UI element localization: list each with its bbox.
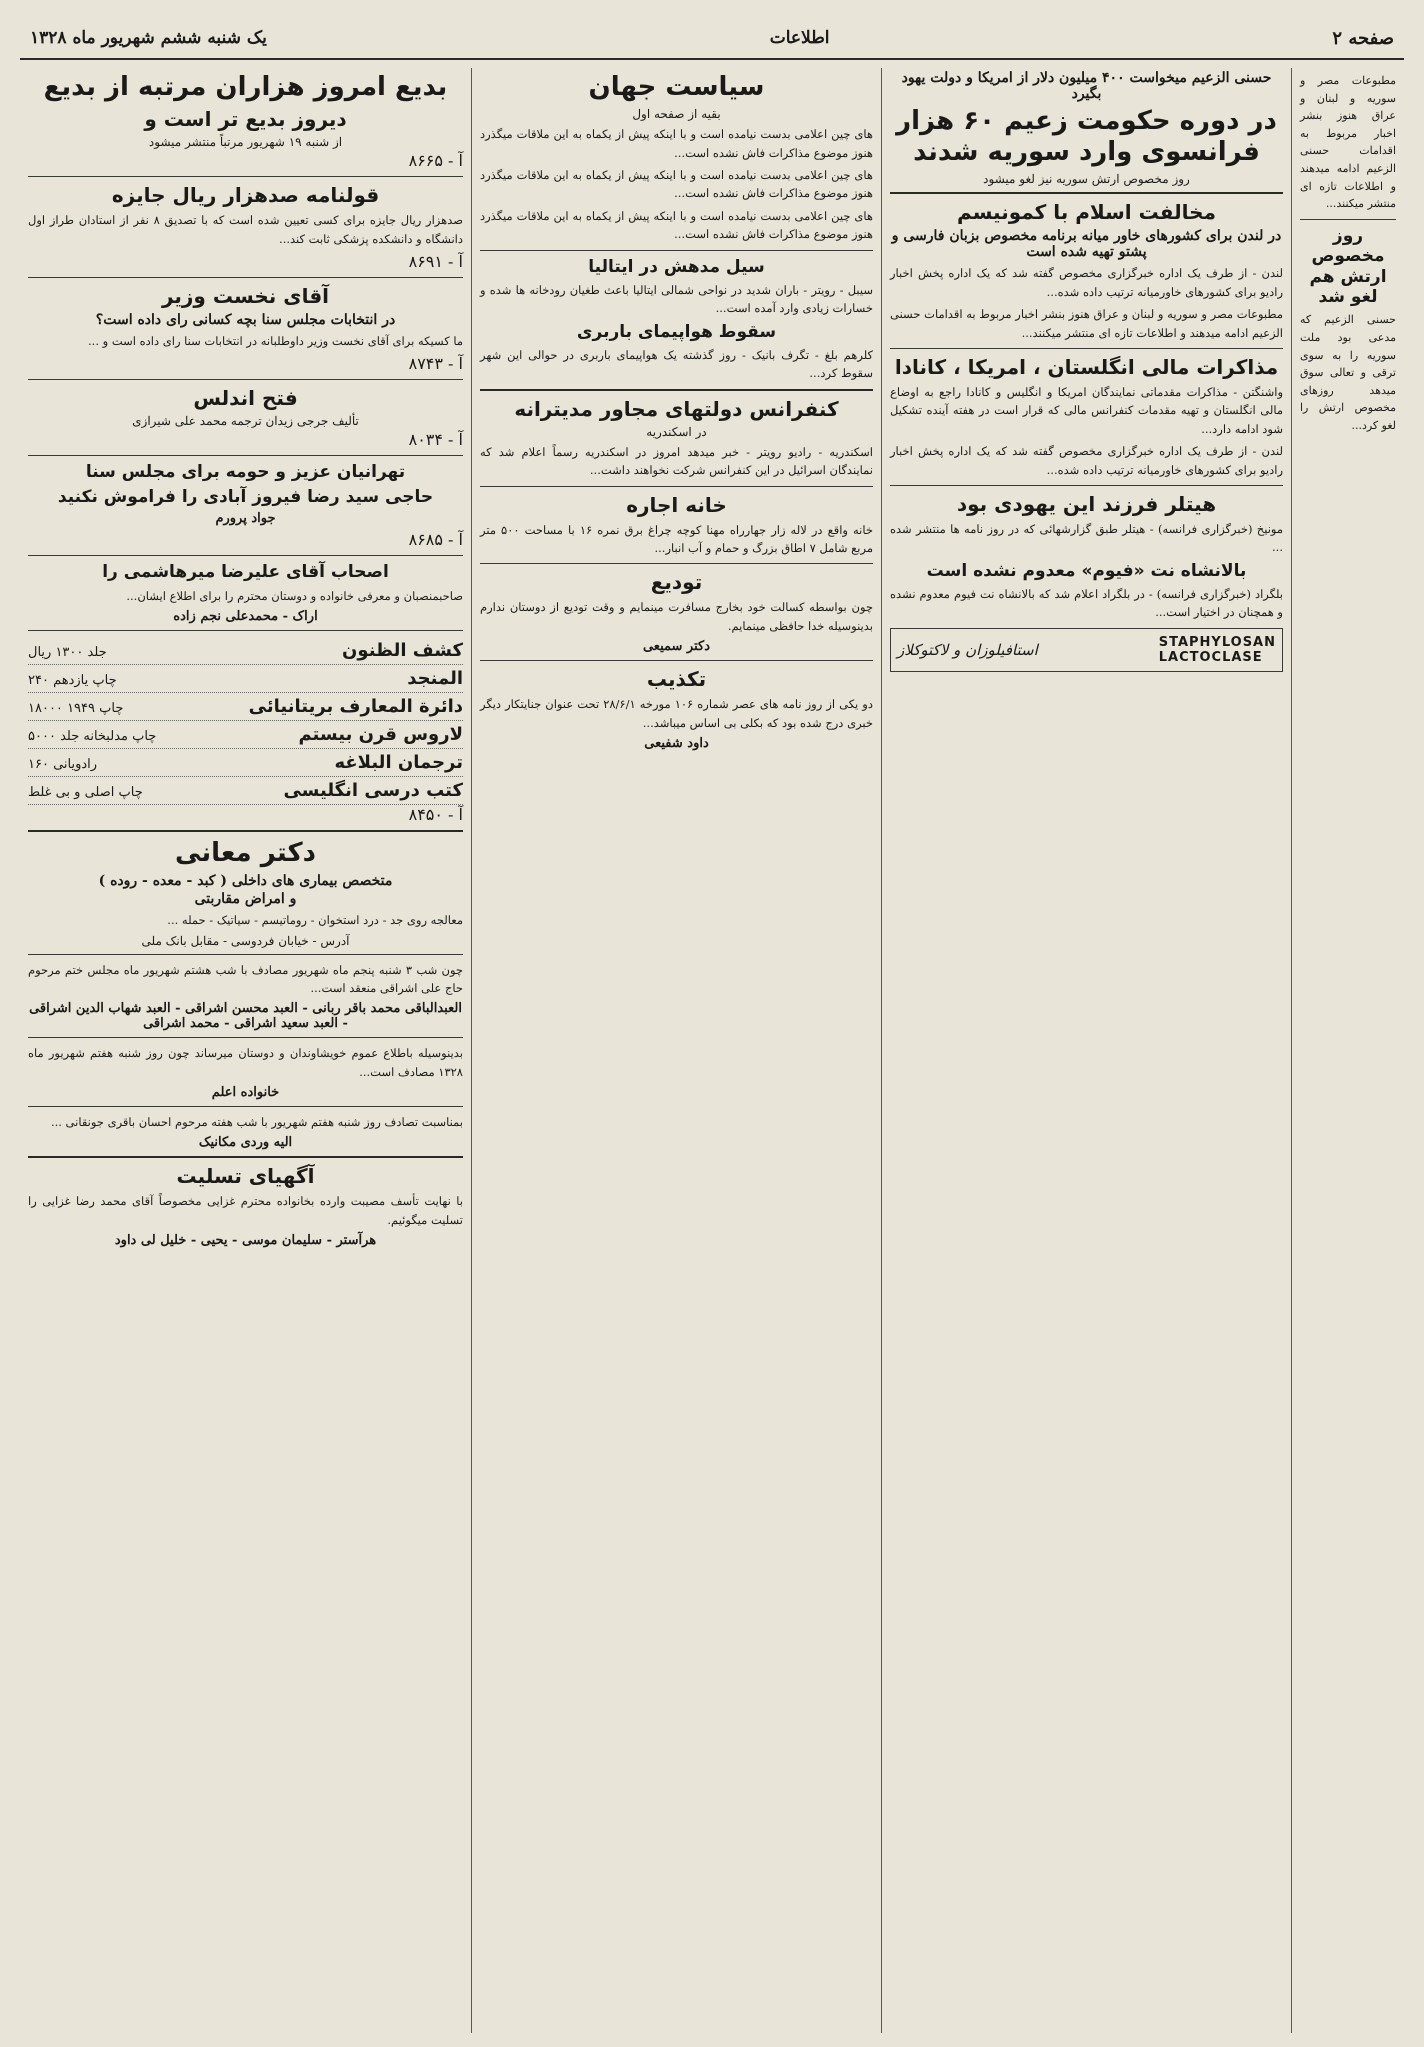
doctor-sub: متخصص بیماری های داخلی ( کبد - معده - روده ) [98,873,393,890]
prize-headline: قولنامه صدهزار ریال جایزه [111,183,380,208]
condolence-signatures: هرآستر - سلیمان موسی - یحیی - خلیل لی داود [114,1233,377,1249]
story-islam-headline: مخالفت اسلام با کمونیسم [957,200,1216,225]
divider [28,830,463,832]
notice-1-body: چون شب ۳ شنبه پنجم ماه شهریور مصادف با شب هشتم شهریور ماه مجلس ختم مرحوم حاج علی اشراقی منعقد است... [28,962,463,995]
divider [1300,219,1396,220]
page-number: صفحه ۲ [1332,27,1394,49]
top-kicker: حسنی الزعیم میخواست ۴۰۰ میلیون دلار از امریکا و دولت یهود بگیرد [901,70,1272,102]
column-narrow [1292,68,1404,2033]
divider [890,348,1283,349]
rent-body: خانه واقع در لاله زار جهارراه مهنا کوچه چراغ برق نمره ۱۶ با مساحت ۵۰۰ متر مربع شامل ۷ اطاق بزرگ و حمام و آب انبار... [480,522,874,556]
story-finance-body-cont: لندن - از طرف یک اداره خبرگزاری مخصوص گفته شد که یک اداره پخش اخبار رادیو برای کشورهای خاورمیانه ترتیب داده شده... [890,444,1283,477]
story-finance-headline: مذاکرات مالی انگلستان ، امریکا ، کانادا [894,354,1279,379]
conference-headline: کنفرانس دولتهای مجاور مدیترانه [514,396,839,421]
divider [480,250,873,251]
book-meta: چاپ یازدهم ۲۴۰ [28,672,117,688]
notice-2-body: بدینوسیله باطلاع عموم خویشاوندان و دوستان میرساند چون روز شنبه هفتم شهریور ماه ۱۳۲۸ مصادف است... [28,1046,463,1079]
divider [480,486,873,487]
story-islam-body-cont: مطبوعات مصر و سوریه و لبنان و عراق هنوز بنشر اخبار مربوط به اقدامات حسنی الزعیم ادامه میدهند و اطلاعات تازه ای منتشر میکنند... [890,307,1283,340]
denial-body: دو یکی از روز نامه های عصر شماره ۱۰۶ مورخه ۲۸/۶/۱ تحت عنوان جنایتکار دیگر خبری درج شده بود که بکلی بی اساس میباشد... [480,697,873,730]
tehran-body: حاجی سید رضا فیروز آبادی را فراموش نکنید [57,486,434,507]
divider [480,389,873,391]
divider [28,954,463,955]
pm-body: ما کسیکه برای آقای نخست وزیر داوطلبانه در انتخابات سنا رای داده است و ... [88,333,463,348]
tehran-headline: تهرانیان عزیز و حومه برای مجلس سنا [85,462,406,483]
list-item [28,665,463,693]
doctor-body: معالجه روی جد - درد استخوان - روماتیسم - سیاتیک - حمله ... [167,913,463,928]
conference-body: اسکندریه - رادیو رویتر - خبر میدهد امروز در اسکندریه رسماً اعلام شد که نمایندگان اسرائیل در این کنفرانس شرکت نخواهند داشت... [480,444,873,478]
narrow-body: حسنی الزعیم که مدعی بود ملت سوریه را به سوی ترقی و تعالی سوق میدهد روزهای مخصوص ارتش را لغو کرد... [1300,313,1396,432]
ad-code: آ - ۸۶۹۱ [408,251,463,271]
plane-crash-headline: سقوط هواپیمای باربری [576,321,777,342]
divider [480,563,873,564]
divider [28,1037,463,1038]
ad-code: آ - ۸۶۸۵ [408,530,463,550]
brand-staphylosan: STAPHYLOSAN [1158,634,1276,650]
notice-1-signatures: العبدالباقی محمد باقر ربانی - العبد محسن اشراقی - العبد شهاب الدین اشراقی - العبد سعید اشراقی - محمد اشراقی [29,1001,462,1032]
farewell-signature: دکتر سمیعی [642,639,711,655]
story-hitler-body: مونیخ (خبرگزاری فرانسه) - هیتلر طبق گزارشهائی که در روز نامه ها منتشر شده ... [890,521,1283,555]
tourist-body: صاحبمنصبان و معرفی خانواده و دوستان محترم را برای اطلاع ایشان... [126,588,463,603]
story-islam-body: لندن - از طرف یک اداره خبرگزاری مخصوص گفته شد که یک اداره پخش اخبار رادیو برای کشورهای خاورمیانه ترتیب داده شده... [890,266,1283,299]
tourist-signature: اراک - محمدعلی نجم زاده [173,608,318,624]
divider [890,192,1283,194]
books-list [28,637,463,805]
list-item [28,721,463,749]
doctor-sub-2: و امراض مقاربتی [194,891,297,908]
story-islam-sub: در لندن برای کشورهای خاور میانه برنامه مخصوص بزبان فارسی و پشتو تهیه شده است [891,228,1282,261]
story-fiume-headline: بالانشاه نت «فیوم» معدوم نشده است [926,560,1247,581]
world-politics-body: های چین اعلامی بدست نیامده است و با اینکه پیش از یکماه به این ملاقات میگذرد هنوز موضوع مذاکرات فاش نشده است... [480,127,873,160]
narrow-body-top: مطبوعات مصر و سوریه و لبنان و عراق هنوز بنشر اخبار مربوط به اقدامات حسنی الزعیم ادامه میدهند و اطلاعات تازه ای منتشر میکنند... [1300,74,1396,211]
notice-2-signature: خانواده اعلم [211,1085,280,1101]
world-politics-body-2: های چین اعلامی بدست نیامده است و با اینکه پیش از یکماه به این ملاقات میگذرد هنوز موضوع مذاکرات فاش نشده است... [480,167,873,201]
divider [890,485,1283,486]
ad-code: آ - ۸۰۳۴ [408,430,463,450]
book-meta: چاپ مدلبخانه جلد ۵۰۰۰ [28,728,157,744]
divider [480,660,873,661]
flood-headline: سیل مدهش در ایتالیا [588,256,765,277]
page-header [20,18,1404,60]
column-center [472,68,882,2033]
notice-3-signature: الیه وردی مکانیک [198,1135,293,1151]
ad-staphylosan [890,628,1283,672]
doctor-address: آدرس - خیابان فردوسی - مقابل بانک ملی [141,933,350,948]
divider [28,555,463,556]
book-title: کشف الظنون [342,639,463,661]
book-title: ترجمان البلاغه [334,751,463,773]
pm-sub: در انتخابات مجلس سنا بچه کسانی رای داده است؟ [95,311,396,328]
story-finance-body: واشنگتن - مذاکرات مقدماتی نمایندگان امریکا و انگلیس و کانادا راجع به اوضاع مالی انگلستان و تهیه مقدمات کنفرانس مالی که قرار است در هفته آینده تشکیل شود ادامه دارد... [890,384,1283,436]
badi-banner-2: دیروز بدیع تر است و [144,107,347,132]
divider [28,630,463,631]
columns [20,68,1404,2033]
ad-code: آ - ۸۴۵۰ [408,804,463,824]
divider [28,277,463,278]
divider [28,176,463,177]
book-meta: جلد ۱۳۰۰ ریال [28,644,107,660]
plane-crash-body: کلرهم بلغ - تگرف بانیک - روز گذشته یک هواپیمای باربری در حوالی این شهر سقوط کرد... [480,348,873,381]
world-politics-body-3: های چین اعلامی بدست نیامده است و با اینکه پیش از یکماه به این ملاقات میگذرد هنوز موضوع مذاکرات فاش نشده است... [480,208,873,242]
denial-signature: داود شفیعی [644,736,709,751]
main-subheadline: روز مخصوص ارتش سوریه نیز لغو میشود [983,172,1190,187]
book-headline: فتح اندلس [193,386,298,411]
list-item [28,777,463,805]
brand-lactoclase: LACTOCLASE [1158,649,1263,665]
tourist-headline: اصحاب آقای علیرضا میرهاشمی را [102,562,389,583]
book-sub: تألیف جرجی زیدان ترجمه محمد علی شیرازی [132,414,359,429]
divider [28,455,463,456]
doctor-headline: دکتر معانی [175,837,316,868]
story-hitler-headline: هیتلر فرزند این یهودی بود [956,491,1217,516]
farewell-body: چون بواسطه کسالت خود بخارج مسافرت مینمایم و وقت تودیع از دوستان ندارم بدینوسیله خدا حافظی مینمایم. [480,600,873,633]
ad-handwritten-text: استافیلوزان و لاکتوکلاز [897,640,1038,659]
tehran-signature: جواد پرورم [215,511,276,527]
book-meta: چاپ اصلی و بی غلط [28,784,143,800]
ad-code: آ - ۸۶۶۵ [408,151,463,171]
badi-banner: بدیع امروز هزاران مرتبه از بدیع [43,72,448,102]
book-title: دائرة المعارف بریتانیائی [248,695,463,717]
main-headline: در دوره حکومت زعیم ۶۰ هزار فرانسوی وارد سوریه شدند [896,106,1277,168]
book-title: لاروس قرن بیستم [298,723,463,745]
rent-headline: خانه اجاره [626,492,727,517]
condolence-body: با نهایت تأسف مصیبت وارده بخانواده محترم غزایی مخصوصاً آقای محمد رضا غزایی را تسلیت میگوئیم. [28,1194,463,1227]
ad-brand-logos [1159,635,1276,665]
masthead-small: اطلاعات [769,28,830,48]
book-title: المنجد [407,667,463,689]
column-ads-left [20,68,472,2033]
column-news-right [882,68,1292,2033]
list-item [28,749,463,777]
book-meta: رادویانی ۱۶۰ [28,756,98,772]
notice-3-body: بمناسبت تصادف روز شنبه هفتم شهریور با شب هفته مرحوم احسان باقری جونقانی ... [50,1115,463,1130]
world-politics-kicker: بقیه از صفحه اول [632,107,721,122]
denial-headline: تکذیب [646,667,707,692]
story-fiume-body: بلگراد (خبرگزاری فرانسه) - در بلگراد اعلام شد که بالانشاه نت فیوم معدوم نشده و همچنان در اختیار است... [890,587,1283,620]
divider [28,379,463,380]
book-title: کتب درسی انگلیسی [283,779,463,801]
list-item [28,693,463,721]
farewell-headline: تودیع [650,570,703,595]
prize-body: صدهزار ریال جایزه برای کسی تعیین شده است که با تصدیق ۸ نفر از استادان طراز اول دانشگاه و دانشکده پزشکی ثابت کند... [28,213,463,246]
conference-sub: در اسکندریه [646,424,707,439]
ad-code: آ - ۸۷۴۳ [408,354,463,374]
narrow-headline: روز مخصوص ارتش هم لغو شد [1309,225,1387,307]
flood-body: سیبل - رویتر - باران شدید در نواحی شمالی ایتالیا باعث طغیان رودخانه ها شده و خسارات زیادی وارد آمده است... [480,282,873,316]
divider [28,1156,463,1158]
condolence-headline: آگهیای تسلیت [176,1164,315,1189]
book-meta: چاپ ۱۹۴۹ ۱۸۰۰۰ [28,700,124,716]
pm-headline: آقای نخست وزیر [161,283,330,308]
badi-note: از شنبه ۱۹ شهریور مرتباً منتشر میشود [148,135,343,150]
world-politics-headline: سیاست جهان [588,72,765,102]
issue-date: یک شنبه ششم شهریور ماه ۱۳۲۸ [30,28,267,48]
list-item [28,637,463,665]
divider [28,1106,463,1107]
